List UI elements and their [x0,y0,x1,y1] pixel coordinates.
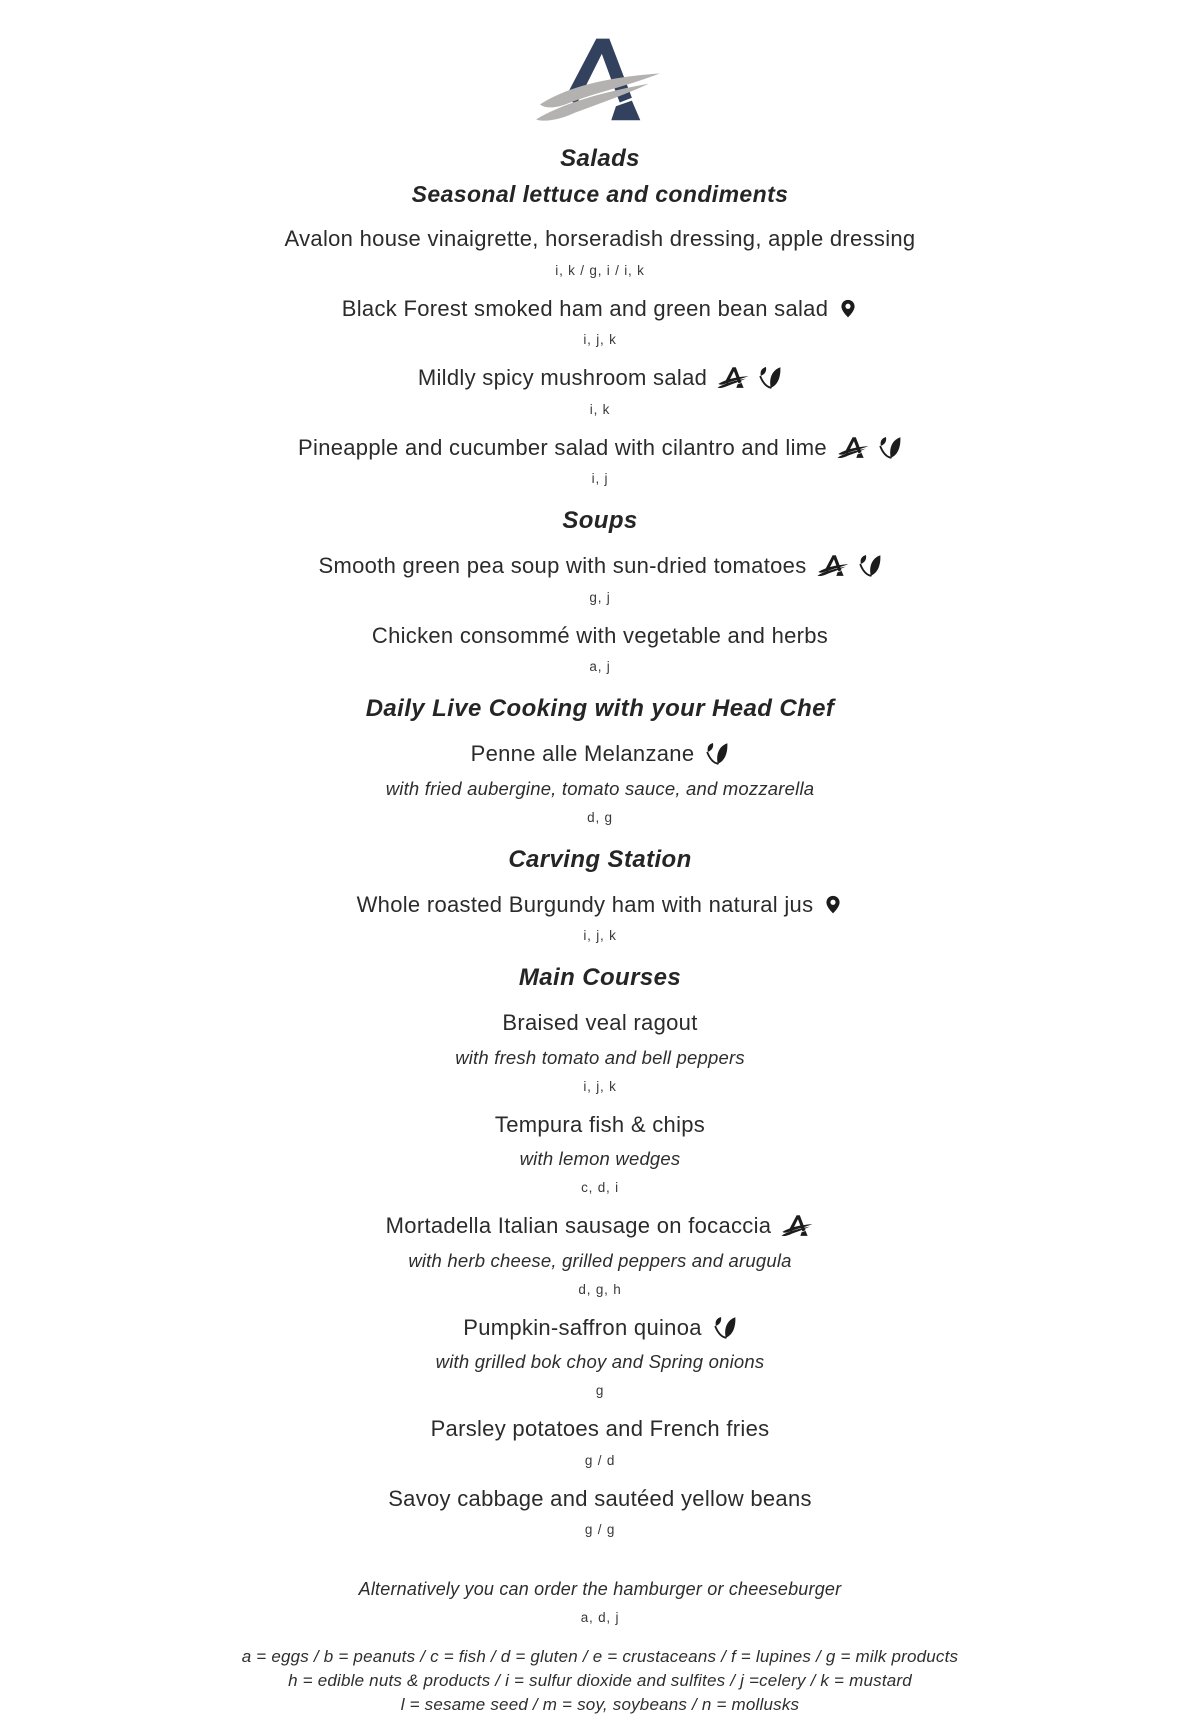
dish-description: with fried aubergine, tomato sauce, and mozzarella [385,777,815,799]
dish-icons [823,891,843,918]
section-title: Salads [560,145,640,172]
allergen-codes: i, j [591,471,609,486]
allergen-legend [242,1645,959,1717]
vegetarian-leaf-icon [877,435,902,460]
menu-item [285,1485,916,1538]
avalon-fresh-icon [717,366,750,389]
dish-name: Parsley potatoes and French fries [430,1416,770,1441]
allergen-codes: d, g, h [578,1281,622,1297]
dish-name: Avalon house vinaigrette, horseradish dressing, apple dressing [284,226,916,251]
menu-section [285,145,916,486]
dish-name: Braised veal ragout [502,1010,698,1035]
dish-icons [717,365,782,390]
location-pin-icon [838,295,858,322]
avalon-logo-icon [494,34,706,124]
dish-description: with herb cheese, grilled peppers and arugula [408,1249,792,1271]
menu-item [285,1111,916,1196]
section-title: Carving Station [508,845,692,873]
footer-note: Alternatively you can order the hamburger or cheeseburger [358,1579,842,1599]
avalon-fresh-icon [837,436,870,459]
section-title: Daily Live Cooking with your Head Chef [365,695,835,722]
section-items [285,891,916,944]
allergen-codes: a, j [589,659,611,674]
dish-icons [704,741,729,766]
dish-description: with fresh tomato and bell peppers [455,1046,745,1068]
dish-name: Whole roasted Burgundy ham with natural jus [356,891,814,917]
menu-item [285,434,916,487]
dish-name: Tempura fish & chips [494,1111,706,1137]
dish-icons [712,1315,737,1340]
avalon-fresh-icon [781,1214,814,1237]
legend-line: h = edible nuts & products / i = sulfur dioxide and sulfites / j =celery / k = mustard [288,1671,912,1691]
allergen-codes: i, j, k [583,332,617,347]
location-pin-icon [823,891,843,918]
menu-section [285,846,916,944]
allergen-codes: d, g [587,809,613,825]
dish-description: with lemon wedges [519,1148,681,1169]
menu-item [285,295,916,348]
dish-name: Mortadella Italian sausage on focaccia [385,1213,772,1238]
menu-section [285,507,916,674]
dish-name: Pineapple and cucumber salad with cilantro and lime [298,434,827,460]
vegetarian-leaf-icon [757,365,782,390]
menu-item [285,622,916,675]
footer-note-allergens: a, d, j [580,1610,620,1625]
allergen-codes: c, d, i [581,1180,619,1195]
vegetarian-leaf-icon [712,1315,737,1340]
dish-name: Chicken consommé with vegetable and herbs [371,622,829,648]
dish-icons [817,553,882,578]
menu-item [285,891,916,944]
allergen-codes: i, j, k [583,928,617,943]
section-title: Main Courses [518,964,682,991]
legend-line: a = eggs / b = peanuts / c = fish / d = gluten / e = crustaceans / f = lupines / g = milk products [241,1647,959,1666]
allergen-codes: i, j, k [583,1078,617,1094]
menu-item [285,1009,916,1094]
allergen-codes: g / g [584,1522,616,1537]
section-title: Soups [562,507,638,534]
dish-name: Pumpkin-saffron quinoa [463,1314,702,1340]
dish-name: Smooth green pea soup with sun-dried tomatoes [318,553,807,578]
menu-item [285,225,916,278]
legend-line: l = sesame seed / m = soy, soybeans / n = mollusks [400,1695,800,1715]
dish-name: Savoy cabbage and sautéed yellow beans [388,1485,812,1511]
dish-description: with grilled bok choy and Spring onions [435,1351,765,1372]
menu-item [285,552,916,605]
menu-item [285,364,916,417]
allergen-codes: g [595,1383,605,1398]
section-items [285,552,916,674]
dish-name: Black Forest smoked ham and green bean salad [341,295,829,321]
vegetarian-leaf-icon [704,741,729,766]
menu-section [285,964,916,1537]
dish-name: Mildly spicy mushroom salad [417,365,708,390]
menu-item [285,1314,916,1399]
section-subtitle: Seasonal lettuce and condiments [411,181,789,207]
menu-item [285,1212,916,1297]
vegetarian-leaf-icon [857,553,882,578]
menu-item [285,1415,916,1468]
avalon-fresh-icon [817,554,850,577]
allergen-codes: g / d [584,1452,616,1468]
dish-icons [781,1214,814,1237]
menu-root [285,124,916,1553]
allergen-codes: g, j [589,589,611,605]
dish-name: Penne alle Melanzane [470,741,695,766]
menu-item [285,740,916,825]
section-items [285,1009,916,1537]
allergen-codes: i, k [589,401,611,417]
dish-icons [837,435,902,460]
allergen-codes: i, k / g, i / i, k [555,262,645,278]
menu-section [285,695,916,825]
section-items [285,740,916,825]
dish-icons [838,295,858,322]
section-items [285,225,916,486]
